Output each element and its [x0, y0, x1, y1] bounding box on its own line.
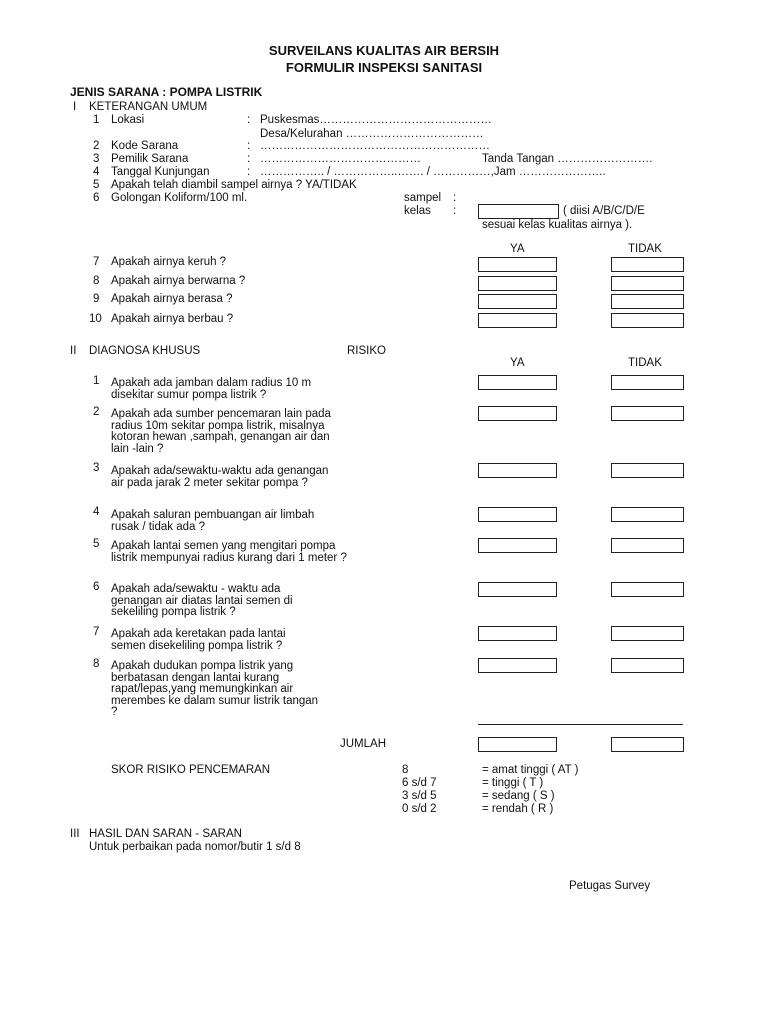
section2-roman: II — [70, 345, 77, 357]
ya-checkbox[interactable] — [478, 538, 557, 553]
ya-checkbox[interactable] — [478, 507, 557, 522]
question-num: 3 — [93, 462, 100, 474]
section3-title: HASIL DAN SARAN - SARAN — [89, 828, 242, 840]
section3-line: Untuk perbaikan pada nomor/butir 1 s/d 8 — [89, 841, 301, 853]
question-num: 1 — [93, 375, 100, 387]
tidak-header: TIDAK — [628, 357, 662, 369]
field-colon: : — [247, 114, 251, 126]
sum-divider-line — [478, 724, 683, 725]
skor-range: 3 s/d 5 — [402, 790, 437, 802]
ya-checkbox[interactable] — [478, 313, 557, 328]
field-label-kode-sarana: Kode Sarana — [111, 140, 179, 152]
field-label-lokasi: Lokasi — [111, 114, 145, 126]
skor-desc: = tinggi ( T ) — [482, 777, 544, 789]
kelas-colon: : — [453, 205, 457, 217]
ya-checkbox[interactable] — [478, 582, 557, 597]
skor-desc: = sedang ( S ) — [482, 790, 555, 802]
kelas-label: kelas — [404, 205, 431, 217]
question-num: 10 — [89, 313, 102, 325]
ya-checkbox[interactable] — [478, 463, 557, 478]
field-label-pemilik: Pemilik Sarana — [111, 153, 189, 165]
field-colon: : — [247, 166, 251, 178]
sampel-label: sampel — [404, 192, 442, 204]
tidak-checkbox[interactable] — [611, 538, 684, 553]
field-num: 2 — [93, 140, 100, 152]
tidak-checkbox[interactable] — [611, 294, 684, 309]
field-colon: : — [247, 140, 251, 152]
tidak-checkbox[interactable] — [611, 463, 684, 478]
tanda-tangan-field[interactable]: Tanda Tangan ……………………. — [482, 153, 653, 165]
field-colon: : — [247, 153, 251, 165]
question-num: 7 — [93, 256, 100, 268]
ya-checkbox[interactable] — [478, 257, 557, 272]
skor-range: 0 s/d 2 — [402, 803, 437, 815]
question-num: 9 — [93, 293, 100, 305]
skor-range: 6 s/d 7 — [402, 777, 437, 789]
ya-checkbox[interactable] — [478, 626, 557, 641]
jenis-sarana: JENIS SARANA : POMPA LISTRIK — [70, 85, 263, 99]
skor-title: SKOR RISIKO PENCEMARAN — [111, 764, 271, 776]
tidak-checkbox[interactable] — [611, 658, 684, 673]
tidak-checkbox[interactable] — [611, 626, 684, 641]
jumlah-label: JUMLAH — [340, 738, 387, 750]
skor-desc: = rendah ( R ) — [482, 803, 554, 815]
petugas-survey: Petugas Survey — [569, 880, 651, 892]
tidak-checkbox[interactable] — [611, 276, 684, 291]
field-label-tanggal: Tanggal Kunjungan — [111, 166, 210, 178]
tidak-header: TIDAK — [628, 243, 662, 255]
question-num: 7 — [93, 626, 100, 638]
kelas-input-box[interactable] — [478, 204, 559, 219]
risiko-label: RISIKO — [347, 345, 386, 357]
field-value-puskesmas[interactable]: Puskesmas……………………………………… — [260, 114, 492, 126]
question-num: 5 — [93, 538, 100, 550]
tidak-checkbox[interactable] — [611, 313, 684, 328]
question-text: Apakah airnya berwarna ? — [111, 275, 246, 287]
section3-roman: III — [70, 828, 80, 840]
q5-text: Apakah telah diambil sampel airnya ? YA/TIDAK — [111, 179, 357, 191]
question-text: Apakah airnya berbau ? — [111, 313, 234, 325]
question-text: Apakah ada/sewaktu-waktu ada genangan air pada jarak 2 meter sekitar pompa ? — [111, 465, 329, 489]
field-value-pemilik[interactable]: …………………………………… — [260, 153, 421, 165]
question-num: 8 — [93, 275, 100, 287]
question-num: 8 — [93, 658, 100, 670]
skor-range: 8 — [402, 764, 409, 776]
ya-header: YA — [510, 243, 525, 255]
field-value-kode-sarana[interactable]: …………………………………………………… — [260, 140, 490, 152]
q5-num: 5 — [93, 179, 100, 191]
field-value-tanggal[interactable]: …………….. / ……………..……. / ……………,Jam ………………….. — [260, 166, 606, 178]
skor-desc: = amat tinggi ( AT ) — [482, 764, 579, 776]
question-num: 2 — [93, 406, 100, 418]
ya-checkbox[interactable] — [478, 294, 557, 309]
field-num: 4 — [93, 166, 100, 178]
ya-checkbox[interactable] — [478, 658, 557, 673]
ya-checkbox[interactable] — [478, 375, 557, 390]
question-text: Apakah airnya keruh ? — [111, 256, 227, 268]
ya-checkbox[interactable] — [478, 406, 557, 421]
question-num: 6 — [93, 581, 100, 593]
form-subtitle: FORMULIR INSPEKSI SANITASI — [285, 60, 483, 75]
section1-roman: I — [73, 101, 77, 113]
section2-title: DIAGNOSA KHUSUS — [89, 345, 201, 357]
jumlah-tidak-box[interactable] — [611, 737, 684, 752]
tidak-checkbox[interactable] — [611, 406, 684, 421]
question-text: Apakah ada jamban dalam radius 10 m disekitar sumur pompa listrik ? — [111, 377, 312, 401]
question-text: Apakah saluran pembuangan air limbah rusak / tidak ada ? — [111, 509, 315, 533]
field-num: 3 — [93, 153, 100, 165]
ya-checkbox[interactable] — [478, 276, 557, 291]
field-value-desa[interactable]: Desa/Kelurahan ……………………………… — [260, 128, 484, 140]
question-num: 4 — [93, 506, 100, 518]
q6-text: Golongan Koliform/100 ml. — [111, 192, 248, 204]
tidak-checkbox[interactable] — [611, 507, 684, 522]
tidak-checkbox[interactable] — [611, 375, 684, 390]
q6-num: 6 — [93, 192, 100, 204]
jumlah-ya-box[interactable] — [478, 737, 557, 752]
question-text: Apakah ada sumber pencemaran lain pada radius 10m sekitar pompa listrik, misalnya kotoran hewan ,sampah, genangan air dan lain -lain ? — [111, 408, 331, 455]
question-text: Apakah dudukan pompa listrik yang berbatasan dengan lantai kurang rapat/lepas,yang memungkinkan air merembes ke dalam sumur listrik tangan ? — [111, 660, 319, 718]
question-text: Apakah ada/sewaktu - waktu ada genangan air diatas lantai semen di sekeliling pompa listrik ? — [111, 583, 293, 618]
question-text: Apakah lantai semen yang mengitari pompa listrik mempunyai radius kurang dari 1 meter ? — [111, 540, 347, 564]
ya-header: YA — [510, 357, 525, 369]
form-title: SURVEILANS KUALITAS AIR BERSIH — [268, 43, 500, 58]
kelas-hint-2: sesuai kelas kualitas airnya ). — [482, 219, 633, 231]
tidak-checkbox[interactable] — [611, 582, 684, 597]
question-text: Apakah airnya berasa ? — [111, 293, 233, 305]
tidak-checkbox[interactable] — [611, 257, 684, 272]
kelas-hint: ( diisi A/B/C/D/E — [563, 205, 645, 217]
section1-title: KETERANGAN UMUM — [89, 101, 208, 113]
question-text: Apakah ada keretakan pada lantai semen disekeliling pompa listrik ? — [111, 628, 286, 652]
field-num: 1 — [93, 114, 100, 126]
sampel-colon: : — [453, 192, 457, 204]
